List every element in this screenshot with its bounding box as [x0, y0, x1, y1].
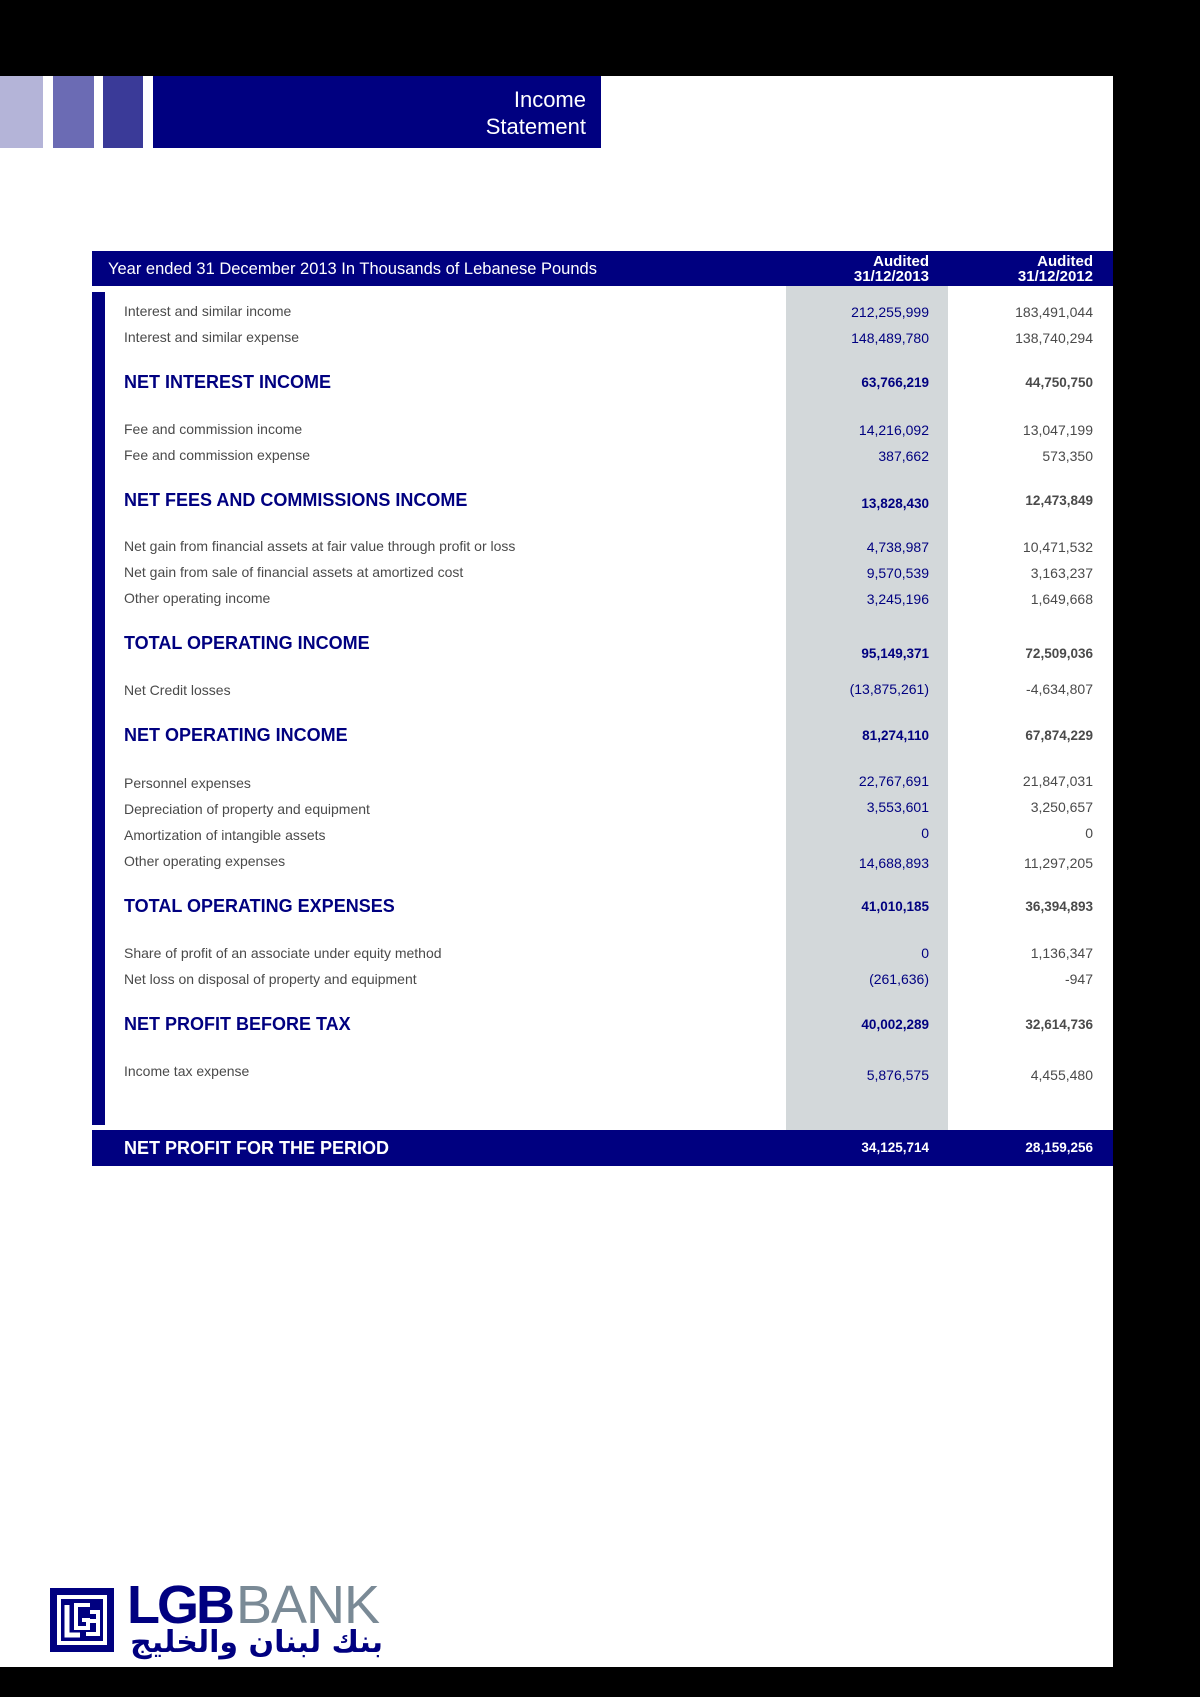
logo-text-lgb: LGB: [127, 1575, 232, 1635]
table-row: [92, 303, 1113, 323]
row-value-2012: -4,634,807: [1026, 681, 1093, 697]
row-label: Net Credit losses: [124, 682, 231, 698]
row-value-2012: 11,297,205: [1023, 855, 1093, 871]
row-value-2012: 0: [1085, 825, 1093, 841]
table-row: [92, 775, 1113, 795]
row-value-2012: 3,250,657: [1030, 799, 1093, 815]
logo-monogram-icon: [50, 1588, 114, 1652]
logo-text-bank: BANK: [236, 1575, 380, 1635]
subtotal-label: TOTAL OPERATING EXPENSES: [124, 896, 395, 916]
table-row: [92, 801, 1113, 821]
subtotal-label: NET OPERATING INCOME: [124, 725, 348, 745]
table-row: [92, 421, 1113, 441]
subtotal-value-2012: 72,509,036: [1025, 646, 1093, 661]
table-heading: Year ended 31 December 2013 In Thousands of Lebanese Pounds: [108, 260, 597, 278]
row-value-2013: 0: [921, 945, 929, 961]
table-row: [92, 447, 1113, 467]
row-label: Interest and similar income: [124, 303, 292, 319]
row-value-2012: 21,847,031: [1022, 773, 1093, 789]
row-value-2012: 1,649,668: [1030, 591, 1093, 607]
row-value-2012: 3,163,237: [1030, 565, 1093, 581]
total-value-2013: 34,125,714: [861, 1140, 929, 1155]
row-value-2013: 3,245,196: [866, 591, 929, 607]
page-title-banner: [153, 76, 601, 148]
table-row: [92, 853, 1113, 873]
row-value-2013: 3,553,601: [866, 799, 929, 815]
subtotal-value-2012: 44,750,750: [1025, 375, 1093, 390]
subtotal-label: NET FEES AND COMMISSIONS INCOME: [124, 490, 468, 510]
subtotal-row: [92, 372, 1113, 395]
table-row: [92, 945, 1113, 965]
row-value-2013: 14,688,893: [858, 855, 929, 871]
table-row: [92, 590, 1113, 610]
row-value-2012: 4,455,480: [1030, 1067, 1093, 1083]
row-value-2012: 573,350: [1042, 448, 1093, 464]
net-profit-total-row: [92, 1130, 1113, 1166]
page-title-line2: Statement: [485, 114, 586, 139]
total-value-2012: 28,159,256: [1025, 1140, 1093, 1155]
subtotal-value-2012: 32,614,736: [1025, 1017, 1093, 1032]
income-statement-table: [92, 251, 1113, 1166]
row-label: Net gain from financial assets at fair value through profit or loss: [124, 538, 516, 554]
row-label: Fee and commission income: [124, 421, 303, 437]
page-title-line1: Income: [513, 87, 586, 112]
row-value-2013: (261,636): [869, 971, 929, 987]
row-label: Depreciation of property and equipment: [124, 801, 370, 817]
row-value-2013: 22,767,691: [858, 773, 929, 789]
subtotal-row: [92, 725, 1113, 748]
row-value-2013: 4,738,987: [866, 539, 929, 555]
subtotal-value-2012: 67,874,229: [1025, 728, 1093, 743]
column-header-2012-line2: 31/12/2012: [1017, 268, 1093, 285]
row-label: Interest and similar expense: [124, 329, 300, 345]
subtotal-label: TOTAL OPERATING INCOME: [124, 633, 370, 653]
column-header-2013-line2: 31/12/2013: [853, 268, 929, 285]
page-title: [486, 86, 586, 140]
column-header-2012: [1018, 254, 1093, 284]
row-value-2013: 9,570,539: [866, 565, 929, 581]
table-header: [92, 251, 1113, 286]
row-label: Other operating expenses: [124, 853, 286, 869]
row-label: Share of profit of an associate under equity method: [124, 945, 442, 961]
table-row: [92, 564, 1113, 584]
header-square-medium: [53, 76, 94, 148]
subtotal-row: [92, 896, 1113, 919]
row-value-2012: 1,136,347: [1030, 945, 1093, 961]
column-header-2012-line1: Audited: [1037, 253, 1093, 270]
row-label: Fee and commission expense: [124, 447, 310, 463]
row-value-2013: 14,216,092: [858, 422, 929, 438]
row-label: Net gain from sale of financial assets at amortized cost: [124, 564, 464, 580]
total-label: NET PROFIT FOR THE PERIOD: [124, 1138, 390, 1158]
table-row: [92, 827, 1113, 847]
row-label: Personnel expenses: [124, 775, 251, 791]
subtotal-row: [92, 1014, 1113, 1037]
row-value-2012: -947: [1064, 971, 1093, 987]
subtotal-label: NET INTEREST INCOME: [124, 372, 332, 392]
header-square-light: [0, 76, 43, 148]
table-row: [92, 682, 1113, 702]
column-header-2013-line1: Audited: [873, 253, 929, 270]
subtotal-value-2013: 13,828,430: [861, 496, 929, 511]
row-value-2013: 387,662: [878, 448, 929, 464]
subtotal-row: [92, 633, 1113, 661]
document-page: [0, 76, 1113, 1667]
row-value-2013: 212,255,999: [851, 304, 929, 320]
table-row: [92, 538, 1113, 558]
row-label: Net loss on disposal of property and equipment: [124, 971, 417, 987]
row-value-2013: 0: [921, 825, 929, 841]
row-value-2013: 5,876,575: [866, 1067, 929, 1083]
subtotal-value-2013: 40,002,289: [861, 1017, 929, 1032]
table-left-accent-bar: [92, 292, 105, 1125]
table-row: [92, 1063, 1113, 1083]
row-value-2012: 13,047,199: [1022, 422, 1093, 438]
subtotal-value-2012: 36,394,893: [1025, 899, 1093, 914]
subtotal-row: [92, 490, 1113, 513]
row-label: Other operating income: [124, 590, 271, 606]
table-row: [92, 971, 1113, 991]
row-label: Amortization of intangible assets: [124, 827, 326, 843]
column-2013-shading: [786, 286, 948, 1130]
column-header-2013: [854, 254, 929, 284]
row-label: Income tax expense: [124, 1063, 250, 1079]
row-value-2013: 148,489,780: [851, 330, 929, 346]
subtotal-value-2013: 63,766,219: [861, 375, 929, 390]
row-value-2012: 10,471,532: [1022, 539, 1093, 555]
subtotal-label: NET PROFIT BEFORE TAX: [124, 1014, 351, 1034]
subtotal-value-2012: 12,473,849: [1025, 493, 1093, 508]
subtotal-value-2013: 81,274,110: [862, 728, 929, 743]
logo-text-arabic: بنك لبنان والخليج: [130, 1625, 383, 1660]
header-square-dark: [103, 76, 143, 148]
row-value-2012: 138,740,294: [1015, 330, 1093, 346]
table-row: [92, 329, 1113, 349]
row-value-2012: 183,491,044: [1015, 304, 1093, 320]
subtotal-value-2013: 95,149,371: [861, 646, 929, 661]
logo-mark-icon: [50, 1588, 114, 1652]
subtotal-value-2013: 41,010,185: [861, 899, 929, 914]
row-value-2013: (13,875,261): [849, 681, 929, 697]
